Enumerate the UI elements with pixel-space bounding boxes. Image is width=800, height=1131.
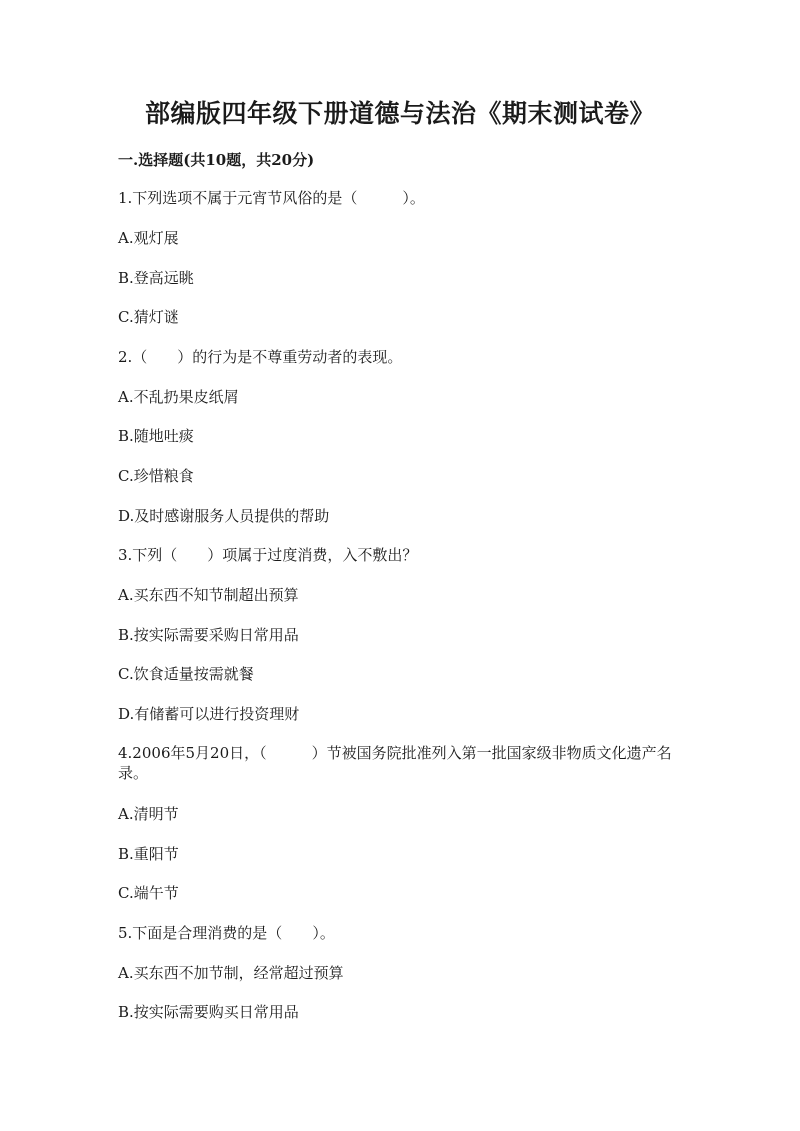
- answer-option: A.清明节: [118, 805, 179, 823]
- question-stem: 2.（ ）的行为是不尊重劳动者的表现。: [118, 348, 403, 366]
- answer-option: D.及时感谢服务人员提供的帮助: [118, 507, 330, 525]
- answer-option: C.猜灯谜: [118, 308, 179, 326]
- answer-option: B.随地吐痰: [118, 427, 194, 445]
- answer-option: C.珍惜粮食: [118, 467, 194, 485]
- answer-option: C.端午节: [118, 884, 179, 902]
- answer-option: D.有储蓄可以进行投资理财: [118, 705, 300, 723]
- answer-option: A.买东西不加节制，经常超过预算: [118, 964, 344, 982]
- answer-option: B.按实际需要购买日常用品: [118, 1003, 299, 1021]
- answer-option: A.不乱扔果皮纸屑: [118, 388, 239, 406]
- question-stem: 1.下列选项不属于元宵节风俗的是（ ）。: [118, 189, 425, 207]
- section-heading: 一.选择题(共10题，共20分): [118, 151, 315, 169]
- answer-option: A.买东西不知节制超出预算: [118, 586, 299, 604]
- question-stem: 4.2006年5月20日，（ ）节被国务院批准列入第一批国家级非物质文化遗产名录。: [118, 744, 672, 782]
- question-stem: 3.下列（ ）项属于过度消费，入不敷出？: [118, 546, 418, 564]
- answer-option: C.饮食适量按需就餐: [118, 665, 254, 683]
- answer-option: B.按实际需要采购日常用品: [118, 626, 299, 644]
- answer-option: B.重阳节: [118, 845, 179, 863]
- question-stem: 5.下面是合理消费的是（ ）。: [118, 924, 335, 942]
- answer-option: A.观灯展: [118, 229, 179, 247]
- page-title: 部编版四年级下册道德与法治《期末测试卷》: [144, 99, 655, 128]
- answer-option: B.登高远眺: [118, 269, 194, 287]
